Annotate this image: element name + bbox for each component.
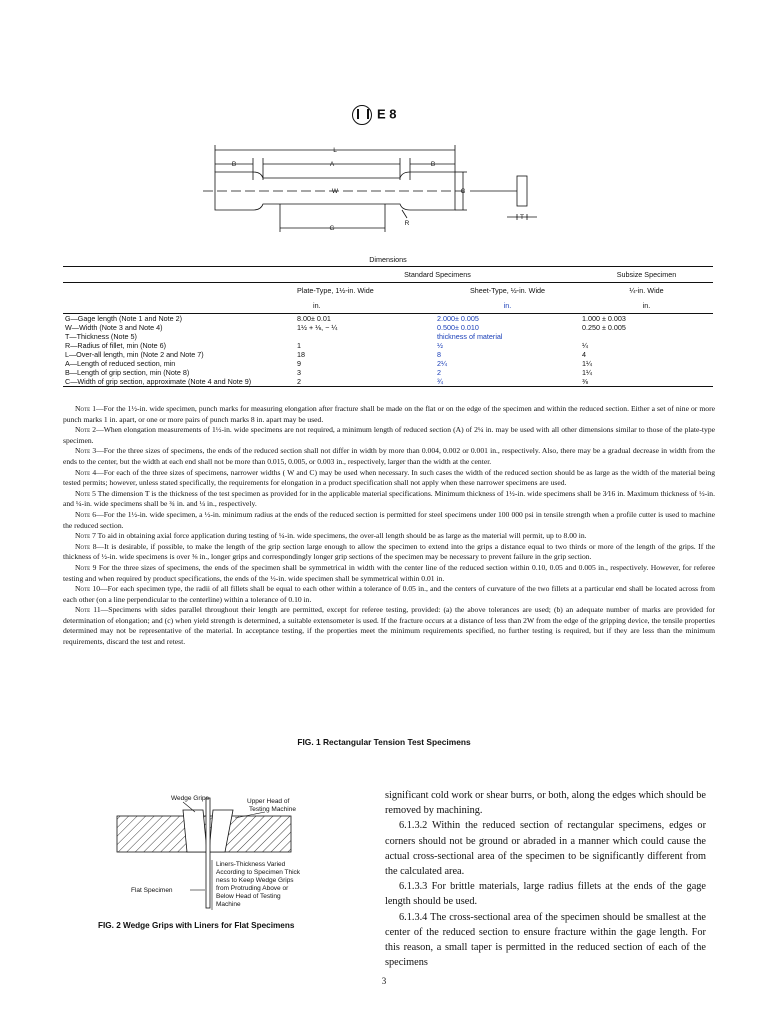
figure-1-caption: FIG. 1 Rectangular Tension Test Specimens bbox=[297, 737, 471, 747]
group-subsize: Subsize Specimen bbox=[616, 270, 677, 279]
body-paragraph: 6.1.3.2 Within the reduced section of rectangular specimens, edges or corners should not be ground or abraded in a manner which could cause the actual cross-sectional area of the specimen to be significantly different from the calculated area. bbox=[385, 820, 706, 878]
unit-sheet: in. bbox=[435, 298, 580, 314]
body-paragraph: 6.1.3.3 For brittle materials, large radius fillets at the ends of the gage length should be used. bbox=[385, 881, 706, 908]
page-number: 3 bbox=[381, 976, 387, 986]
designation: E 8 bbox=[377, 106, 397, 122]
dimension-sheet: 2 bbox=[437, 368, 441, 377]
dimension-plate: 9 bbox=[297, 359, 301, 368]
liner-label-line: from Protruding Above or bbox=[216, 885, 289, 892]
liner-label-line: Machine bbox=[216, 901, 241, 908]
dimension-label: L—Over-all length, min (Note 2 and Note 7) bbox=[65, 350, 204, 359]
note-label: Note 6 bbox=[75, 509, 97, 519]
label-R: R bbox=[404, 220, 410, 227]
note bbox=[63, 531, 715, 542]
dimension-row bbox=[63, 332, 713, 341]
note-text: —For each specimen type, the radii of all fillets shall be equal to each other within a tolerance of 0.05 in., and the centers of curvature of the two fillets at a particular end shall be located across from each other (on a line perpendicular to the centerline) within a tolerance of 0.10 in. bbox=[63, 584, 716, 604]
note bbox=[63, 446, 715, 467]
note-label: Note 1 bbox=[75, 404, 97, 413]
note-text: To aid in obtaining axial force application during testing of ¼-in. wide specimens, the over-all length should be as large as the material will permit, up to 8.00 in. bbox=[95, 531, 587, 541]
dimension-sheet: 2.000± 0.005 bbox=[437, 314, 479, 323]
dimension-subsize: ⅜ bbox=[580, 377, 713, 387]
dimension-plate: 3 bbox=[297, 368, 301, 377]
note-text: —For the three sizes of specimens, the ends of the reduced section shall not differ in width by more than 0.004, 0.002 or 0.001 in., respectively. Also, there may be a gradual decrease in width from the ends to the center, but the width at each end shall not be more than 0.015, 0.005, or 0.003 in., respectively, larger than the width at the center. bbox=[63, 446, 715, 466]
figure-2-caption: FIG. 2 Wedge Grips with Liners for Flat Specimens bbox=[98, 921, 295, 930]
note-text: —When elongation measurements of 1½-in. wide specimens are not required, a minimum length of reduced section (A) of 2¼ in. may be used with all other dimensions similar to those of the plate-type specimen. bbox=[63, 425, 715, 445]
dimension-sheet: ¾ bbox=[435, 377, 580, 387]
dimension-row bbox=[63, 359, 713, 368]
label-G: G bbox=[329, 225, 335, 232]
dimension-row bbox=[63, 341, 713, 350]
dimension-subsize: 1¼ bbox=[582, 359, 592, 368]
dimension-label: T—Thickness (Note 5) bbox=[65, 332, 137, 341]
figure-1-notes bbox=[63, 404, 715, 648]
label-A: A bbox=[329, 161, 335, 168]
note-label: Note 7 bbox=[75, 531, 96, 541]
dimension-sheet: thickness of material bbox=[437, 332, 503, 341]
note-label: Note 5 bbox=[75, 488, 96, 498]
note-label: Note 2 bbox=[75, 425, 97, 435]
dimension-row bbox=[63, 368, 713, 377]
dimension-subsize: 0.250 ± 0.005 bbox=[582, 323, 626, 332]
note bbox=[63, 425, 715, 446]
dimension-plate: 1½ + ⅛, − ¼ bbox=[297, 323, 338, 332]
dimension-plate: 18 bbox=[297, 350, 305, 359]
label-flat-specimen: Flat Specimen bbox=[131, 887, 173, 894]
body-text-column bbox=[385, 788, 706, 970]
dimension-row bbox=[63, 350, 713, 359]
dimension-label: B—Length of grip section, min (Note 8) bbox=[65, 368, 190, 377]
liner-label-line: Below Head of Testing bbox=[216, 893, 281, 900]
dimension-label: G—Gage length (Note 1 and Note 2) bbox=[65, 314, 183, 323]
dimension-row bbox=[63, 323, 713, 332]
dimension-sheet: 0.500± 0.010 bbox=[437, 323, 479, 332]
dimension-plate: 8.00± 0.01 bbox=[297, 314, 331, 323]
note bbox=[63, 404, 715, 425]
col-subsize: ¼-in. Wide bbox=[580, 283, 713, 299]
dimension-subsize: 1.000 ± 0.003 bbox=[582, 314, 626, 323]
note-text: —For the 1½-in. wide specimen, punch marks for measuring elongation after fracture shall be made on the flat or on the edge of the specimen and within the reduced section. Either a set of nine or more punch marks 1 in. apart, or one or more pairs of punch marks 8 in. apart may be used. bbox=[63, 404, 715, 424]
note-label: Note 8 bbox=[75, 541, 97, 551]
group-standard: Standard Specimens bbox=[404, 270, 471, 279]
dimension-label: A—Length of reduced section, min bbox=[65, 359, 176, 368]
note-label: Note 11 bbox=[75, 605, 101, 615]
dimension-row bbox=[63, 314, 713, 324]
dimension-subsize bbox=[580, 332, 713, 341]
note-label: Note 3 bbox=[75, 446, 97, 456]
note-label: Note 10 bbox=[75, 584, 101, 594]
note-label: Note 4 bbox=[75, 467, 97, 477]
note bbox=[63, 489, 715, 510]
dimension-subsize: 1¼ bbox=[582, 368, 592, 377]
dimension-sheet: 8 bbox=[437, 350, 441, 359]
note bbox=[63, 584, 715, 605]
dimension-sheet: ½ bbox=[437, 341, 443, 350]
dimension-plate: 2 bbox=[295, 377, 435, 387]
body-paragraph: 6.1.3.4 The cross-sectional area of the specimen should be smallest at the center of the reduced section to ensure fracture within the gage length. For this reason, a small taper is permitted in the reduced section of each of the specimens bbox=[385, 911, 706, 969]
label-T: T bbox=[520, 214, 524, 221]
liner-label-line: According to Specimen Thick bbox=[216, 869, 301, 876]
col-plate: Plate-Type, 1½-in. Wide bbox=[295, 283, 435, 299]
label-upper-head: Upper Head of bbox=[247, 798, 290, 805]
note-text: —It is desirable, if possible, to make the length of the grip section large enough to allow the specimen to extend into the grips a distance equal to two thirds or more of the length of the grips. If the thickness of ½-in. wide specimens is over ⅜ in., longer grips and correspondingly longer grip sections of the specimen may be necessary to prevent failure in the grip section. bbox=[63, 541, 715, 562]
note bbox=[63, 468, 715, 489]
liner-label-line: ness to Keep Wedge Grips bbox=[216, 877, 294, 884]
dimension-sheet: 2¼ bbox=[437, 359, 447, 368]
dimension-row bbox=[63, 377, 713, 387]
note bbox=[63, 510, 715, 531]
label-C: C bbox=[460, 188, 466, 195]
figure-1-specimen-drawing bbox=[195, 132, 555, 242]
note-text: —For the 1½-in. wide specimen, a ½-in. minimum radius at the ends of the reduced section is permitted for steel specimens under 100 000 psi in tensile strength when a profile cutter is used to machine the reduced section. bbox=[63, 509, 715, 530]
note bbox=[63, 542, 715, 563]
label-B-left: B bbox=[231, 161, 237, 168]
note-text: —Specimens with sides parallel throughout their length are permitted, except for referee testing, provided: (a) the above tolerances are used; (b) an adequate number of marks are provided for determination of elongation; and (c) when yield strength is determined, a suitable extensometer is used. If the fracture occurs at a distance of less than 2W from the edge of the gripping device, the tensile properties determined may not be representative of the material. In acceptance testing, if the properties meet the minimum requirements specified, no further testing is required, but if they are less than the minimum requirements, discard the test and retest. bbox=[63, 605, 715, 647]
unit-plate: in. bbox=[295, 298, 435, 314]
note-text: —For each of the three sizes of specimens, narrower widths ( W and C) may be used when necessary. In such cases the width of the reduced section should be as large as the width of the material being tested permits; however, unless stated specifically, the requirements for elongation in a product specification shall not apply when these narrower specimens are used. bbox=[63, 467, 715, 488]
dimensions-title: Dimensions bbox=[63, 255, 713, 267]
figure-2-wedge-grips-drawing bbox=[95, 790, 345, 920]
liner-label-line: Liners-Thickness Varied bbox=[216, 861, 286, 868]
label-L: L bbox=[333, 147, 337, 154]
note bbox=[63, 605, 715, 647]
body-paragraph: significant cold work or shear burrs, or both, along the edges which should be removed by machining. bbox=[385, 790, 706, 817]
dimension-subsize: ¼ bbox=[582, 341, 588, 350]
dimension-label: R—Radius of fillet, min (Note 6) bbox=[65, 341, 167, 350]
note-label: Note 9 bbox=[75, 562, 97, 572]
dimension-subsize: 4 bbox=[582, 350, 586, 359]
dimension-plate: 1 bbox=[297, 341, 301, 350]
dimension-plate bbox=[295, 332, 435, 341]
dimension-label: W—Width (Note 3 and Note 4) bbox=[65, 323, 163, 332]
note-text: For the three sizes of specimens, the ends of the specimen shall be symmetrical in width with the center line of the reduced section within 0.10, 0.05 and 0.005 in., respectively. However, for referee testing and when required by product specifications, the ends of the ½-in. wide specimen shall be symmetrical within 0.01 in. bbox=[63, 562, 715, 583]
dimension-label: C—Width of grip section, approximate (Note 4 and Note 9) bbox=[63, 377, 295, 387]
note-text: The dimension T is the thickness of the test specimen as provided for in the applicable material specifications. Minimum thickness of 1½-in. wide specimens shall be 3⁄16 in. Maximum thickness of ½-in. and ¼-in. wide specimens shall be ¾ in. and ¼ in., respectively. bbox=[63, 488, 715, 509]
astm-logo-icon bbox=[352, 105, 372, 125]
dimensions-table bbox=[63, 255, 713, 387]
label-W: W bbox=[331, 188, 339, 195]
label-B-right: B bbox=[430, 161, 436, 168]
label-wedge-grips: Wedge Grips bbox=[171, 795, 209, 802]
note bbox=[63, 563, 715, 584]
page-header bbox=[352, 105, 397, 125]
unit-subsize: in. bbox=[580, 298, 713, 314]
col-sheet: Sheet-Type, ½-in. Wide bbox=[435, 283, 580, 299]
label-testing-machine: Testing Machine bbox=[249, 806, 296, 813]
